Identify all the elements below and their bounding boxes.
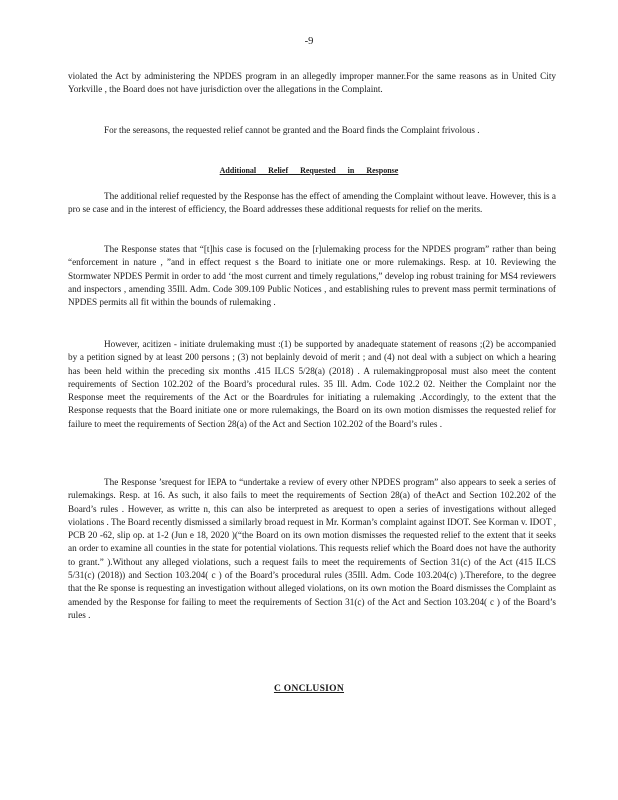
conclusion-heading <box>0 684 618 694</box>
section-heading-text: Additional Relief Requested in Response <box>219 166 399 175</box>
paragraph-jurisdiction: violated the Act by administering the NPDES program in an allegedly improper manner.For the same reasons as in United City Yorkville , the Board does not have jurisdiction over the allegations in the Complaint. <box>68 71 556 95</box>
section-heading <box>0 166 618 175</box>
conclusion-heading-text: C ONCLUSION <box>273 684 345 694</box>
paragraph-citizen-rulemaking: However, acitizen - initiate drulemaking must :(1) be supported by anadequate statement of reasons ;(2) be accompanied by a petition signed by at least 200 persons ; (3) not beplainly devoid of merit ; and (4) not deal with a subject on which a hearing has been held within the preceding six months .415 ILCS 5/28(a) (2018) . A rulemakingproposal must also meet the content requirements of Section 102.202 of the Board’s procedural rules. 35 Ill. Adm. Code 102.2 02. Neither the Complaint nor the Response meet the requirements of the Act or the Boardrules for initiating a rulemaking .Accordingly, to the extent that the Response requests that the Board initiate one or more rulemakings, the Board on its own motion dismisses the requested relief for failure to meet the requirements of Section 28(a) of the Act and Section 102.202 of the Board’s rules . <box>68 339 556 429</box>
paragraph-iepa-request: The Response ’srequest for IEPA to “undertake a review of every other NPDES program” also appears to seek a series of rulemakings. Resp. at 16. As such, it also fails to meet the requirements of Section 28(a) of theAct and Section 102.202 of the Board’s rules . However, as writte n, this can also be interpreted as arequest to open a series of investigations without alleged violations . The Board recently dismissed a similarly broad request in Mr. Korman’s complaint against IDOT. See Korman v. IDOT , PCB 20 -62, slip op. at 1-2 (Jun e 18, 2020 )(“the Board on its own motion dismisses the requested relief to the extent that it seeks an order to examine all counties in the state for potential violations. This requests relief which the Board does not have the authority to grant.” ).Without any alleged violations, such a request fails to meet the requirements of Section 31(c) of the Act (415 ILCS 5/31(c) (2018)) and Section 103.204( c ) of the Board’s procedural rules (35Ill. Adm. Code 103.204(c) ).Therefore, to the degree that the Re sponse is requesting an investigation without alleged violations, on its own motion the Board dismisses the Complaint as amended by the Response for failing to meet the requirements of Section 31(c) of the Act and Section 103.204( c ) of the Board’s rules . <box>68 477 556 620</box>
paragraph-additional-relief: The additional relief requested by the Response has the effect of amending the Complaint without leave. However, this is a pro se case and in the interest of efficiency, the Board addresses these additional requests for relief on the merits. <box>68 191 556 215</box>
paragraph-frivolous: For the sereasons, the requested relief cannot be granted and the Board finds the Complaint frivolous . <box>104 125 480 135</box>
page-number: -9 <box>304 36 314 47</box>
paragraph-rulemaking-focus: The Response states that “[t]his case is focused on the [r]ulemaking process for the NPDES program” rather than being “enforcement in nature , ”and in effect request s the Board to initiate one or more rulemakings. Resp. at 10. Reviewing the Stormwater NPDES Permit in order to add ‘the most current and timely regulations,” develop ing robust training for MS4 reviewers and inspectors , amending 35Ill. Adm. Code 309.109 Public Notices , and establishing rules to prevent mass permit terminations of NPDES permits all fit within the bounds of rulemaking . <box>68 244 556 308</box>
